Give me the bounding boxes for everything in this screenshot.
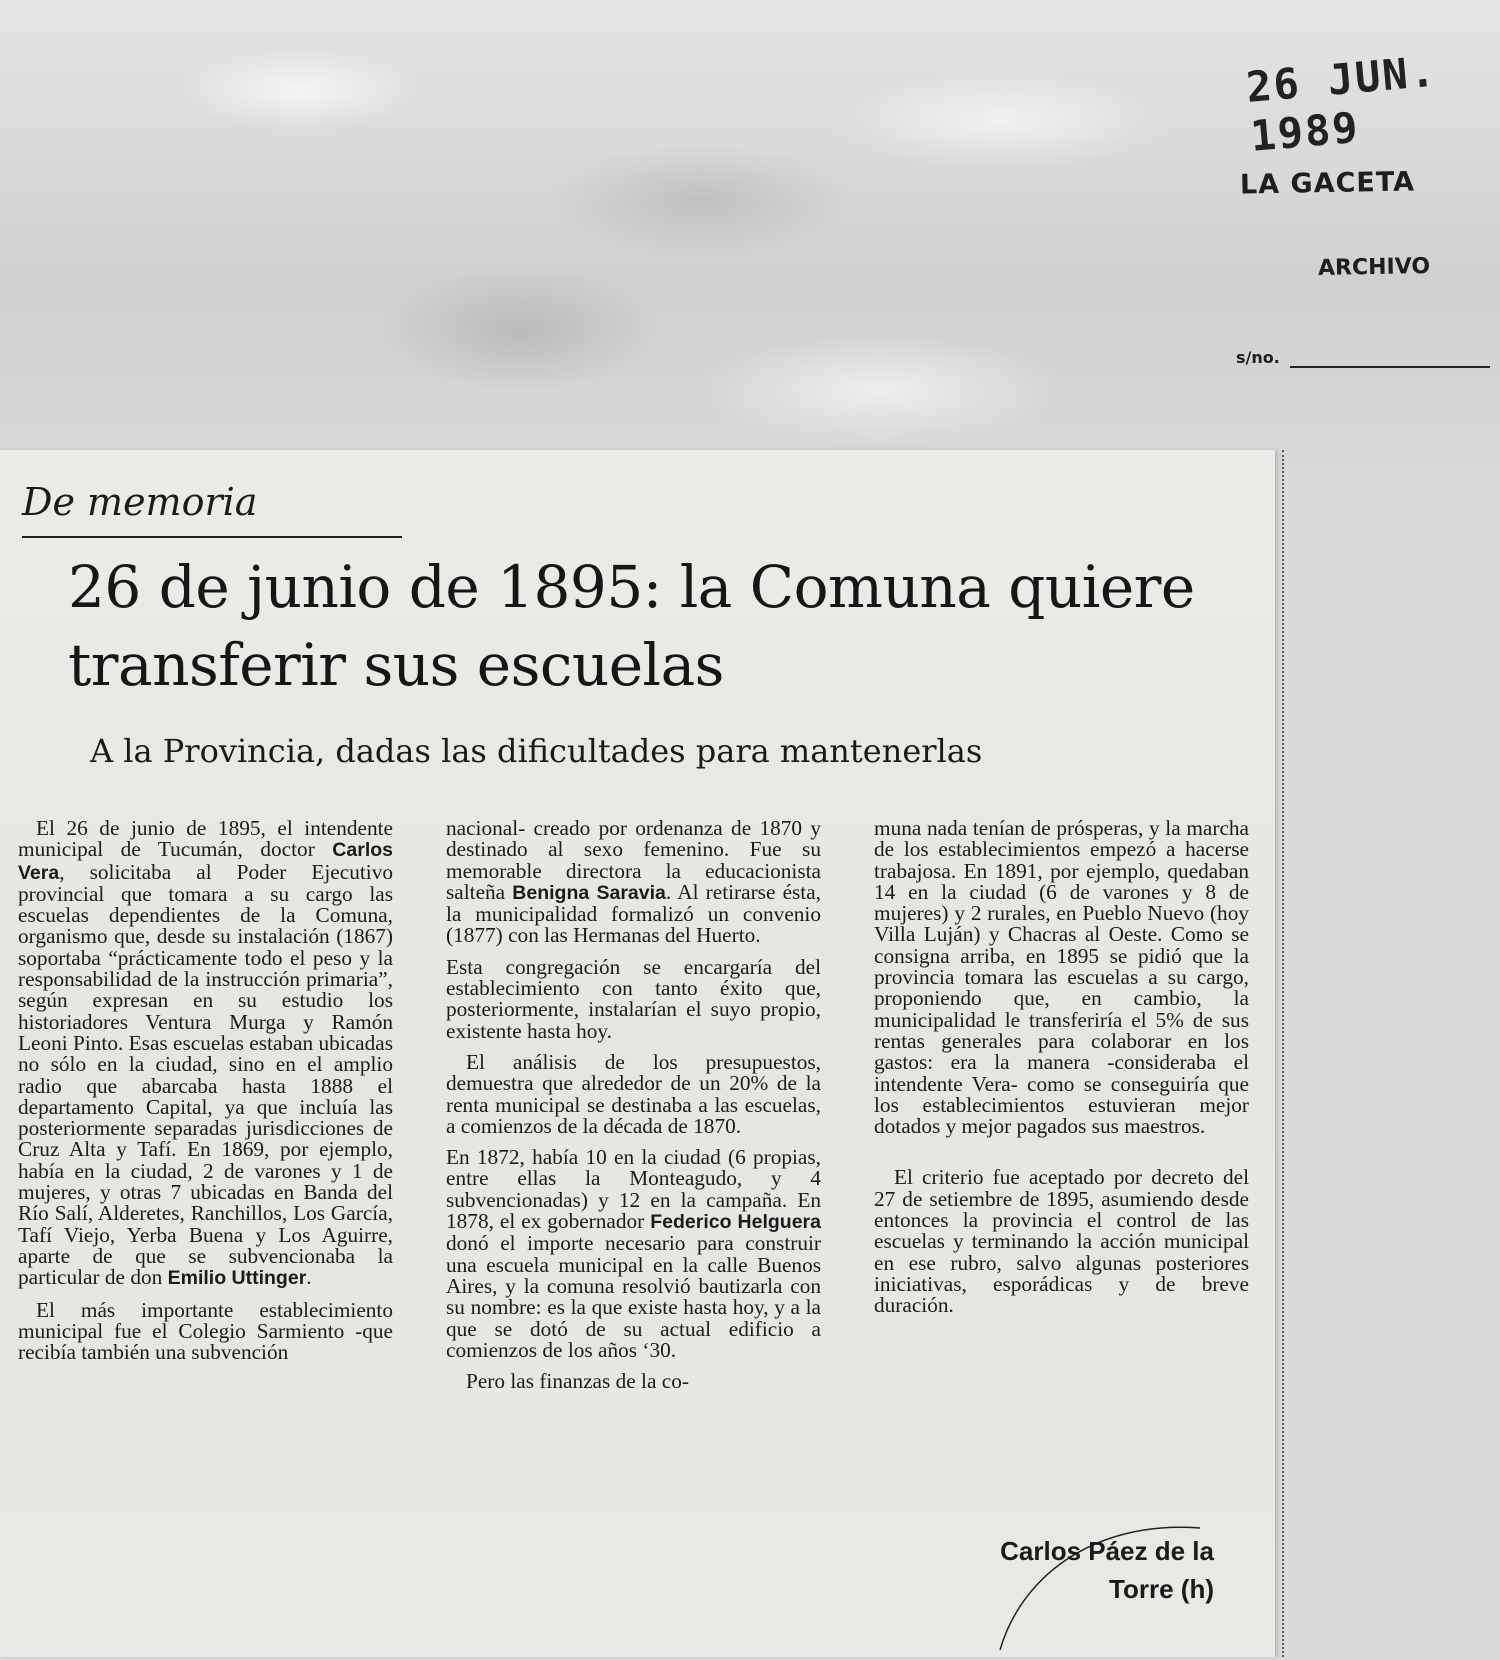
- date-stamp: 26 JUN. 1989: [1244, 46, 1439, 161]
- headline: 26 de junio de 1895: la Comuna quiere transferir sus escuelas: [68, 553, 1195, 699]
- author-name-line-2: Torre (h): [1109, 1574, 1214, 1604]
- paragraph: Pero las finanzas de la co-: [466, 1369, 689, 1394]
- subheadline: A la Provincia, dadas las dificultades para mantenerlas: [90, 732, 983, 770]
- paragraph: [446, 1147, 821, 1361]
- cut-line: [1282, 450, 1284, 1657]
- paragraph: Esta congregación se encargaría del establecimiento con tanto éxito que, posteriormente, instalarían el suyo propio, existente hasta hoy.: [446, 954, 821, 1043]
- name-highlight: Federico Helguera: [650, 1211, 821, 1234]
- text-run: .: [306, 1265, 312, 1290]
- name-highlight: Emilio Uttinger: [167, 1267, 307, 1290]
- author-byline: [950, 1532, 1280, 1608]
- paragraph: [18, 818, 393, 1290]
- article-column-3: [874, 818, 1249, 1317]
- section-rule: [22, 536, 402, 538]
- stamp-number-line: [1290, 366, 1490, 368]
- article-column-1: [18, 818, 393, 1363]
- text-run: donó el importe necesario para construir una escuela municipal en la calle Buenos Aires, y la comuna resolvió bautizarla con su nombre: es la que existe hasta hoy, y a la que se dotó de su actual edificio a comienzos de los años ‘30.: [446, 1231, 821, 1362]
- author-name-line-1: Carlos Páez de la: [1000, 1536, 1214, 1566]
- text-run: El 26 de junio de 1895, el intendente municipal de Tucumán, doctor: [18, 816, 393, 862]
- archive-sheet: [0, 0, 1500, 470]
- paragraph: El más importante establecimiento municipal fue el Colegio Sarmiento -que recibía también una subvención: [18, 1297, 393, 1365]
- paragraph: El criterio fue aceptado por decreto del 27 de setiembre de 1895, asumiendo desde entonces la provincia el control de las escuelas y terminando la acción municipal en ese rubro, salvo algunas posteriores iniciativas, esporádicas y de breve duración.: [874, 1165, 1249, 1318]
- name-highlight: Benigna Saravia: [512, 881, 666, 904]
- paragraph: El análisis de los presupuestos, demuestra que alrededor de un 20% de la renta municipal se destinaba a las escuelas, a comienzos de la década de 1870.: [446, 1049, 821, 1138]
- paragraph: [446, 818, 821, 947]
- text-run: nacional- creado por ordenanza de 1870 y destinado al sexo femenino. Fue su memorable directora la educacionista salteña: [446, 816, 821, 904]
- newspaper-clipping: [0, 450, 1276, 1657]
- stamp-number-label: s/no.: [1236, 348, 1280, 367]
- newspaper-stamp: LA GACETA: [1239, 166, 1416, 201]
- text-run: , solicitaba al Poder Ejecutivo provincial que tomara a su cargo las escuelas dependientes de la Comuna, organismo que, desde su instalación (1867) soportaba “prácticamente todo el peso y la responsabilidad de la instrucción primaria”, según expresan en su estudio los historiadores Ventura Murga y Ramón Leoni Pinto. Esas escuelas estaban ubicadas no sólo en la ciudad, sino en el amplio radio que abarcaba hasta 1888 el departamento Capital, ya que incluía las posteriormente separadas jurisdicciones de Cruz Alta y Tafí. En 1869, por ejemplo, había en la ciudad, 2 de varones y 1 de mujeres, y otras 7 ubicadas en Banda del Río Salí, Alderetes, Ranchillos, Los García, Tafí Viejo, Yerba Buena y Los Aguirre, aparte de que se subvencionaba la particular de don: [18, 859, 393, 1290]
- archive-stamp: ARCHIVO: [1317, 254, 1431, 281]
- text-run: . Al retirarse ésta, la municipalidad formalizó un convenio (1877) con las Hermanas del Huerto.: [446, 879, 822, 948]
- paragraph: muna nada tenían de prósperas, y la marcha de los establecimientos empezó a hacerse trabajosa. En 1891, por ejemplo, quedaban 14 en la ciudad (6 de varones y 8 de mujeres) y 2 rurales, en Pueblo Nuevo (hoy Villa Luján) y Chacras al Oeste. Como se consigna arriba, en 1895 se pidió que la provincia tomara las escuelas a su cargo, proponiendo que, en cambio, la municipalidad le transferiría el 5% de sus rentas generales para colaborar en los gastos: era la manera -consideraba el intendente Vera- como se conseguiría que los establecimientos estuvieran mejor dotados y mejor pagados sus maestros.: [874, 816, 1249, 1139]
- name-highlight: Carlos Vera: [18, 839, 393, 884]
- section-label: De memoria: [22, 480, 258, 524]
- text-run: En 1872, había 10 en la ciudad (6 propias, entre ellas la Monteagudo, y 4 subvencionadas) y 12 en la campaña. En 1878, el ex gobernador: [446, 1145, 821, 1234]
- article-column-2: [446, 818, 821, 1392]
